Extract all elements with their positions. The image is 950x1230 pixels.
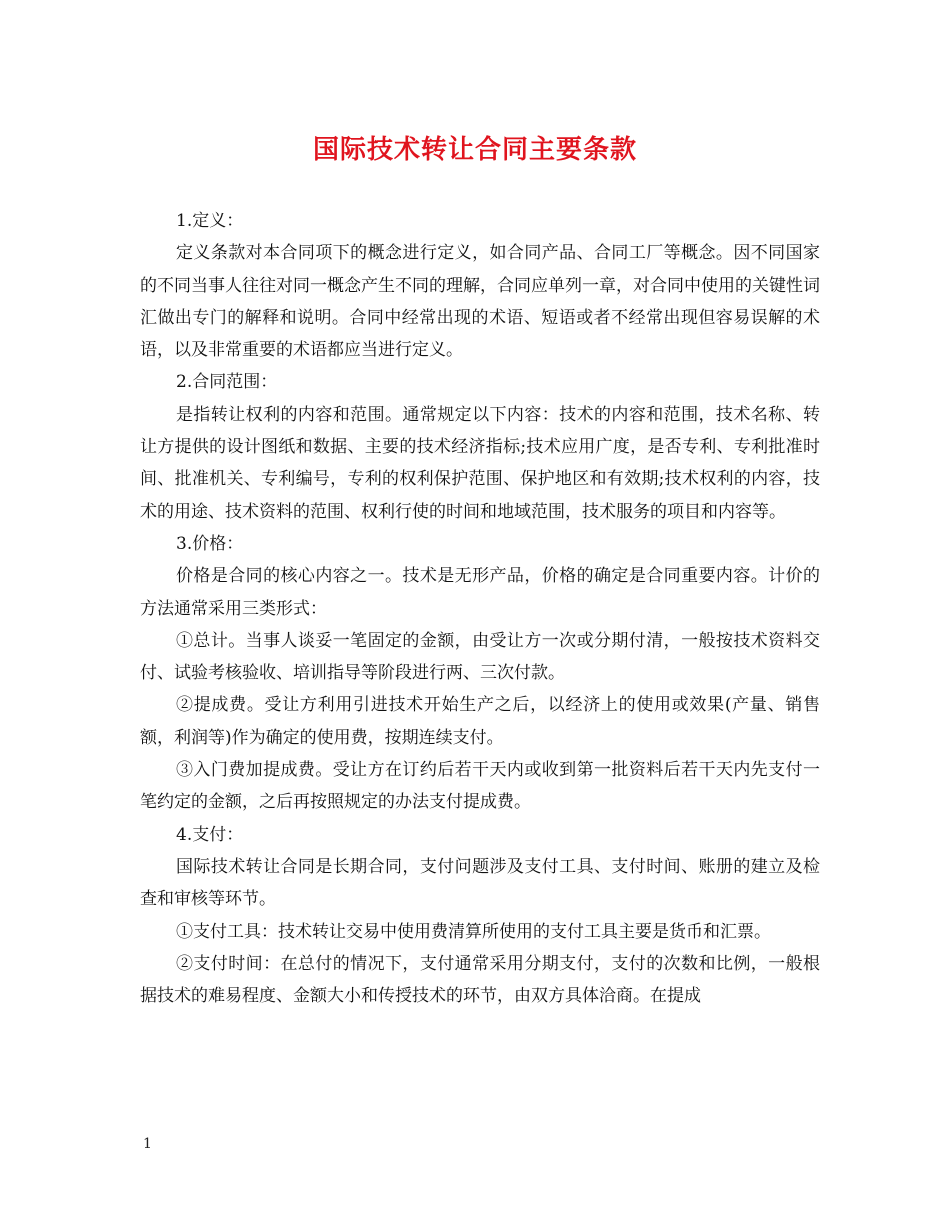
paragraph-payment-time: ②支付时间：在总付的情况下，支付通常采用分期支付，支付的次数和比例，一般根据技术的难易程度、金额大小和传授技术的环节，由双方具体洽商。在提成 bbox=[140, 953, 820, 1007]
page-number: 1 bbox=[143, 1136, 152, 1152]
paragraph-payment-tools: ①支付工具：技术转让交易中使用费清算所使用的支付工具主要是货币和汇票。 bbox=[176, 921, 771, 942]
document-body bbox=[140, 205, 820, 1012]
section-heading-scope: 2.合同范围： bbox=[176, 372, 278, 393]
paragraph-price-royalty: ②提成费。受让方利用引进技术开始生产之后，以经济上的使用或效果(产量、销售额，利润等)作为确定的使用费，按期连续支付。 bbox=[140, 695, 820, 748]
section-heading-definition: 1.定义： bbox=[176, 211, 244, 231]
paragraph-scope: 是指转让权利的内容和范围。通常规定以下内容：技术的内容和范围，技术名称、转让方提供的设计图纸和数据、主要的技术经济指标;技术应用广度，是否专利、专利批准时间、批准机关、专利编号，专利的权利保护范围、保护地区和有效期;技术权利的内容，技术的用途、技术资料的范围、权利行使的时间和地域范围，技术服务的项目和内容等。 bbox=[140, 404, 820, 522]
paragraph-price-lump-sum: ①总计。当事人谈妥一笔固定的金额，由受让方一次或分期付清，一般按技术资料交付、试验考核验收、培训指导等阶段进行两、三次付款。 bbox=[140, 630, 820, 684]
section-heading-payment: 4.支付： bbox=[176, 824, 244, 845]
paragraph-price-entry-fee: ③入门费加提成费。受让方在订约后若干天内或收到第一批资料后若干天内先支付一笔约定的金额，之后再按照规定的办法支付提成费。 bbox=[140, 760, 820, 813]
section-heading-price: 3.价格： bbox=[176, 533, 244, 554]
document-title: 国际技术转让合同主要条款 bbox=[312, 135, 637, 165]
paragraph-payment: 国际技术转让合同是长期合同，支付问题涉及支付工具、支付时间、账册的建立及检查和审核等环节。 bbox=[140, 856, 820, 910]
paragraph-definition: 定义条款对本合同项下的概念进行定义，如合同产品、合同工厂等概念。因不同国家的不同当事人往往对同一概念产生不同的理解，合同应单列一章，对合同中使用的关键性词汇做出专门的解释和说明。合同中经常出现的术语、短语或者不经常出现但容易误解的术语，以及非常重要的术语都应当进行定义。 bbox=[140, 243, 820, 361]
paragraph-price: 价格是合同的核心内容之一。技术是无形产品，价格的确定是合同重要内容。计价的方法通常采用三类形式： bbox=[140, 566, 820, 619]
